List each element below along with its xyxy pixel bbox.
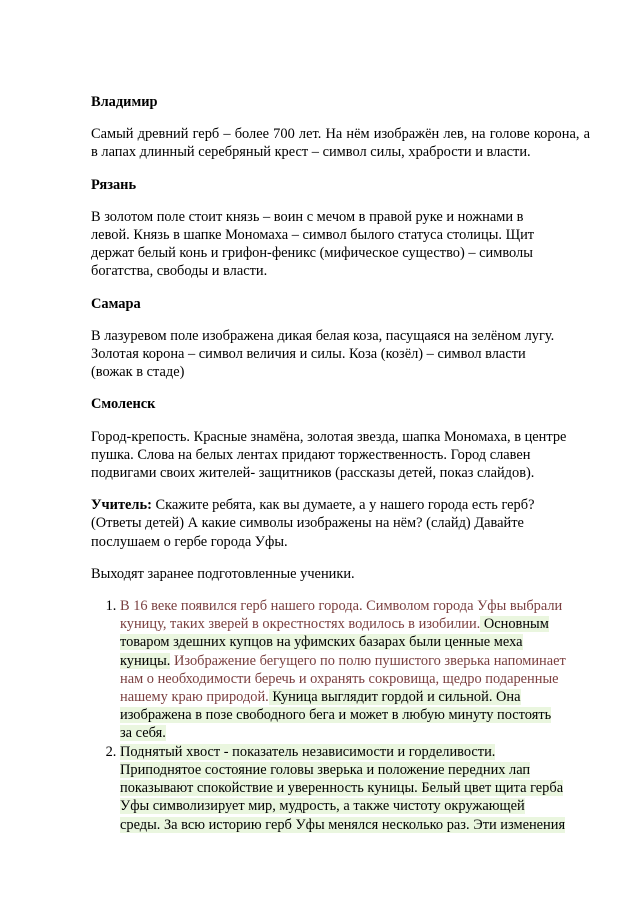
text-line: В золотом поле стоит князь – воин с мечом в правой руке и ножнами в <box>91 208 524 225</box>
text-line: богатства, свободы и власти. <box>91 263 268 280</box>
text-line: (Ответы детей) А какие символы изображены на нём? (слайд) Давайте <box>91 515 524 532</box>
paragraph-samara <box>91 327 590 382</box>
text-line: левой. Князь в шапке Мономаха – символ былого статуса столицы. Щит <box>91 227 535 244</box>
highlighted-text: Поднятый хвост - показатель независимости и горделивости. <box>120 743 496 760</box>
heading-samara: Самара <box>91 295 141 312</box>
paragraph-vladimir: Самый древний герб – более 700 лет. На нём изображён лев, на голове корона, а в лапах длинный серебряный крест – символ силы, храбрости и власти. <box>91 126 590 161</box>
text-line <box>91 496 590 514</box>
heading-smolensk: Смоленск <box>91 396 156 413</box>
paragraph-teacher <box>91 496 590 551</box>
ufa-coat-of-arms-list <box>91 597 590 834</box>
paragraph-ryazan <box>91 208 590 281</box>
highlighted-text: среды. За всю историю герб Уфы менялся несколько раз. Эти изменения <box>120 816 566 833</box>
highlighted-text: показывают спокойствие и уверенность куницы. Белый цвет щита герба <box>120 780 564 797</box>
highlighted-text: Уфы символизирует мир, мудрость, а также чистоту окружающей <box>120 798 525 815</box>
heading-ryazan: Рязань <box>91 176 137 193</box>
text-line: куницу, таких зверей в окрестностях водилось в изобилии. <box>120 616 481 633</box>
text-line: Изображение бегущего по полю пушистого зверька напоминает <box>170 652 566 669</box>
list-item <box>120 743 590 834</box>
paragraph-intro: Выходят заранее подготовленные ученики. <box>91 565 355 582</box>
text-line: Золотая корона – символ величия и силы. Коза (козёл) – символ власти <box>91 346 526 363</box>
heading-vladimir: Владимир <box>91 94 158 110</box>
text-line: нам о необходимости беречь и охранять сокровища, щедро подаренные <box>120 670 559 687</box>
text-line: Город-крепость. Красные знамёна, золотая звезда, шапка Мономаха, в центре <box>91 428 567 445</box>
text-line: послушаем о гербе города Уфы. <box>91 533 288 550</box>
highlighted-text: Куница выглядит гордой и сильной. Она <box>268 689 521 706</box>
highlighted-text: Приподнятое состояние головы зверька и положение передних лап <box>120 761 531 778</box>
text-line: нашему краю природой. <box>120 689 269 706</box>
document-content <box>91 93 590 834</box>
text-line: В лазуревом поле изображена дикая белая коза, пасущаяся на зелёном лугу. <box>91 327 555 344</box>
text-line: пушка. Слова на белых лентах придают торжественность. Город славен <box>91 446 531 463</box>
paragraph-smolensk <box>91 428 590 483</box>
highlighted-text: куницы. <box>120 652 171 669</box>
list-item <box>120 597 590 743</box>
highlighted-text: за себя. <box>120 725 166 742</box>
teacher-label: Учитель: <box>91 497 152 514</box>
teacher-question: Скажите ребята, как вы думаете, а у нашего города есть герб? <box>151 497 535 514</box>
text-line: В 16 веке появился герб нашего города. Символом города Уфы выбрали <box>120 598 563 615</box>
text-line: (вожак в стаде) <box>91 364 185 381</box>
text-line: держат белый конь и грифон-феникс (мифическое существо) – символы <box>91 245 533 262</box>
highlighted-text: Основным <box>480 616 549 633</box>
highlighted-text: изображена в позе свободного бега и может в любую минуту постоять <box>120 707 552 724</box>
highlighted-text: товаром здешних купцов на уфимских базарах были ценные меха <box>120 634 523 651</box>
text-line: подвигами своих жителей- защитников (рассказы детей, показ слайдов). <box>91 465 535 482</box>
